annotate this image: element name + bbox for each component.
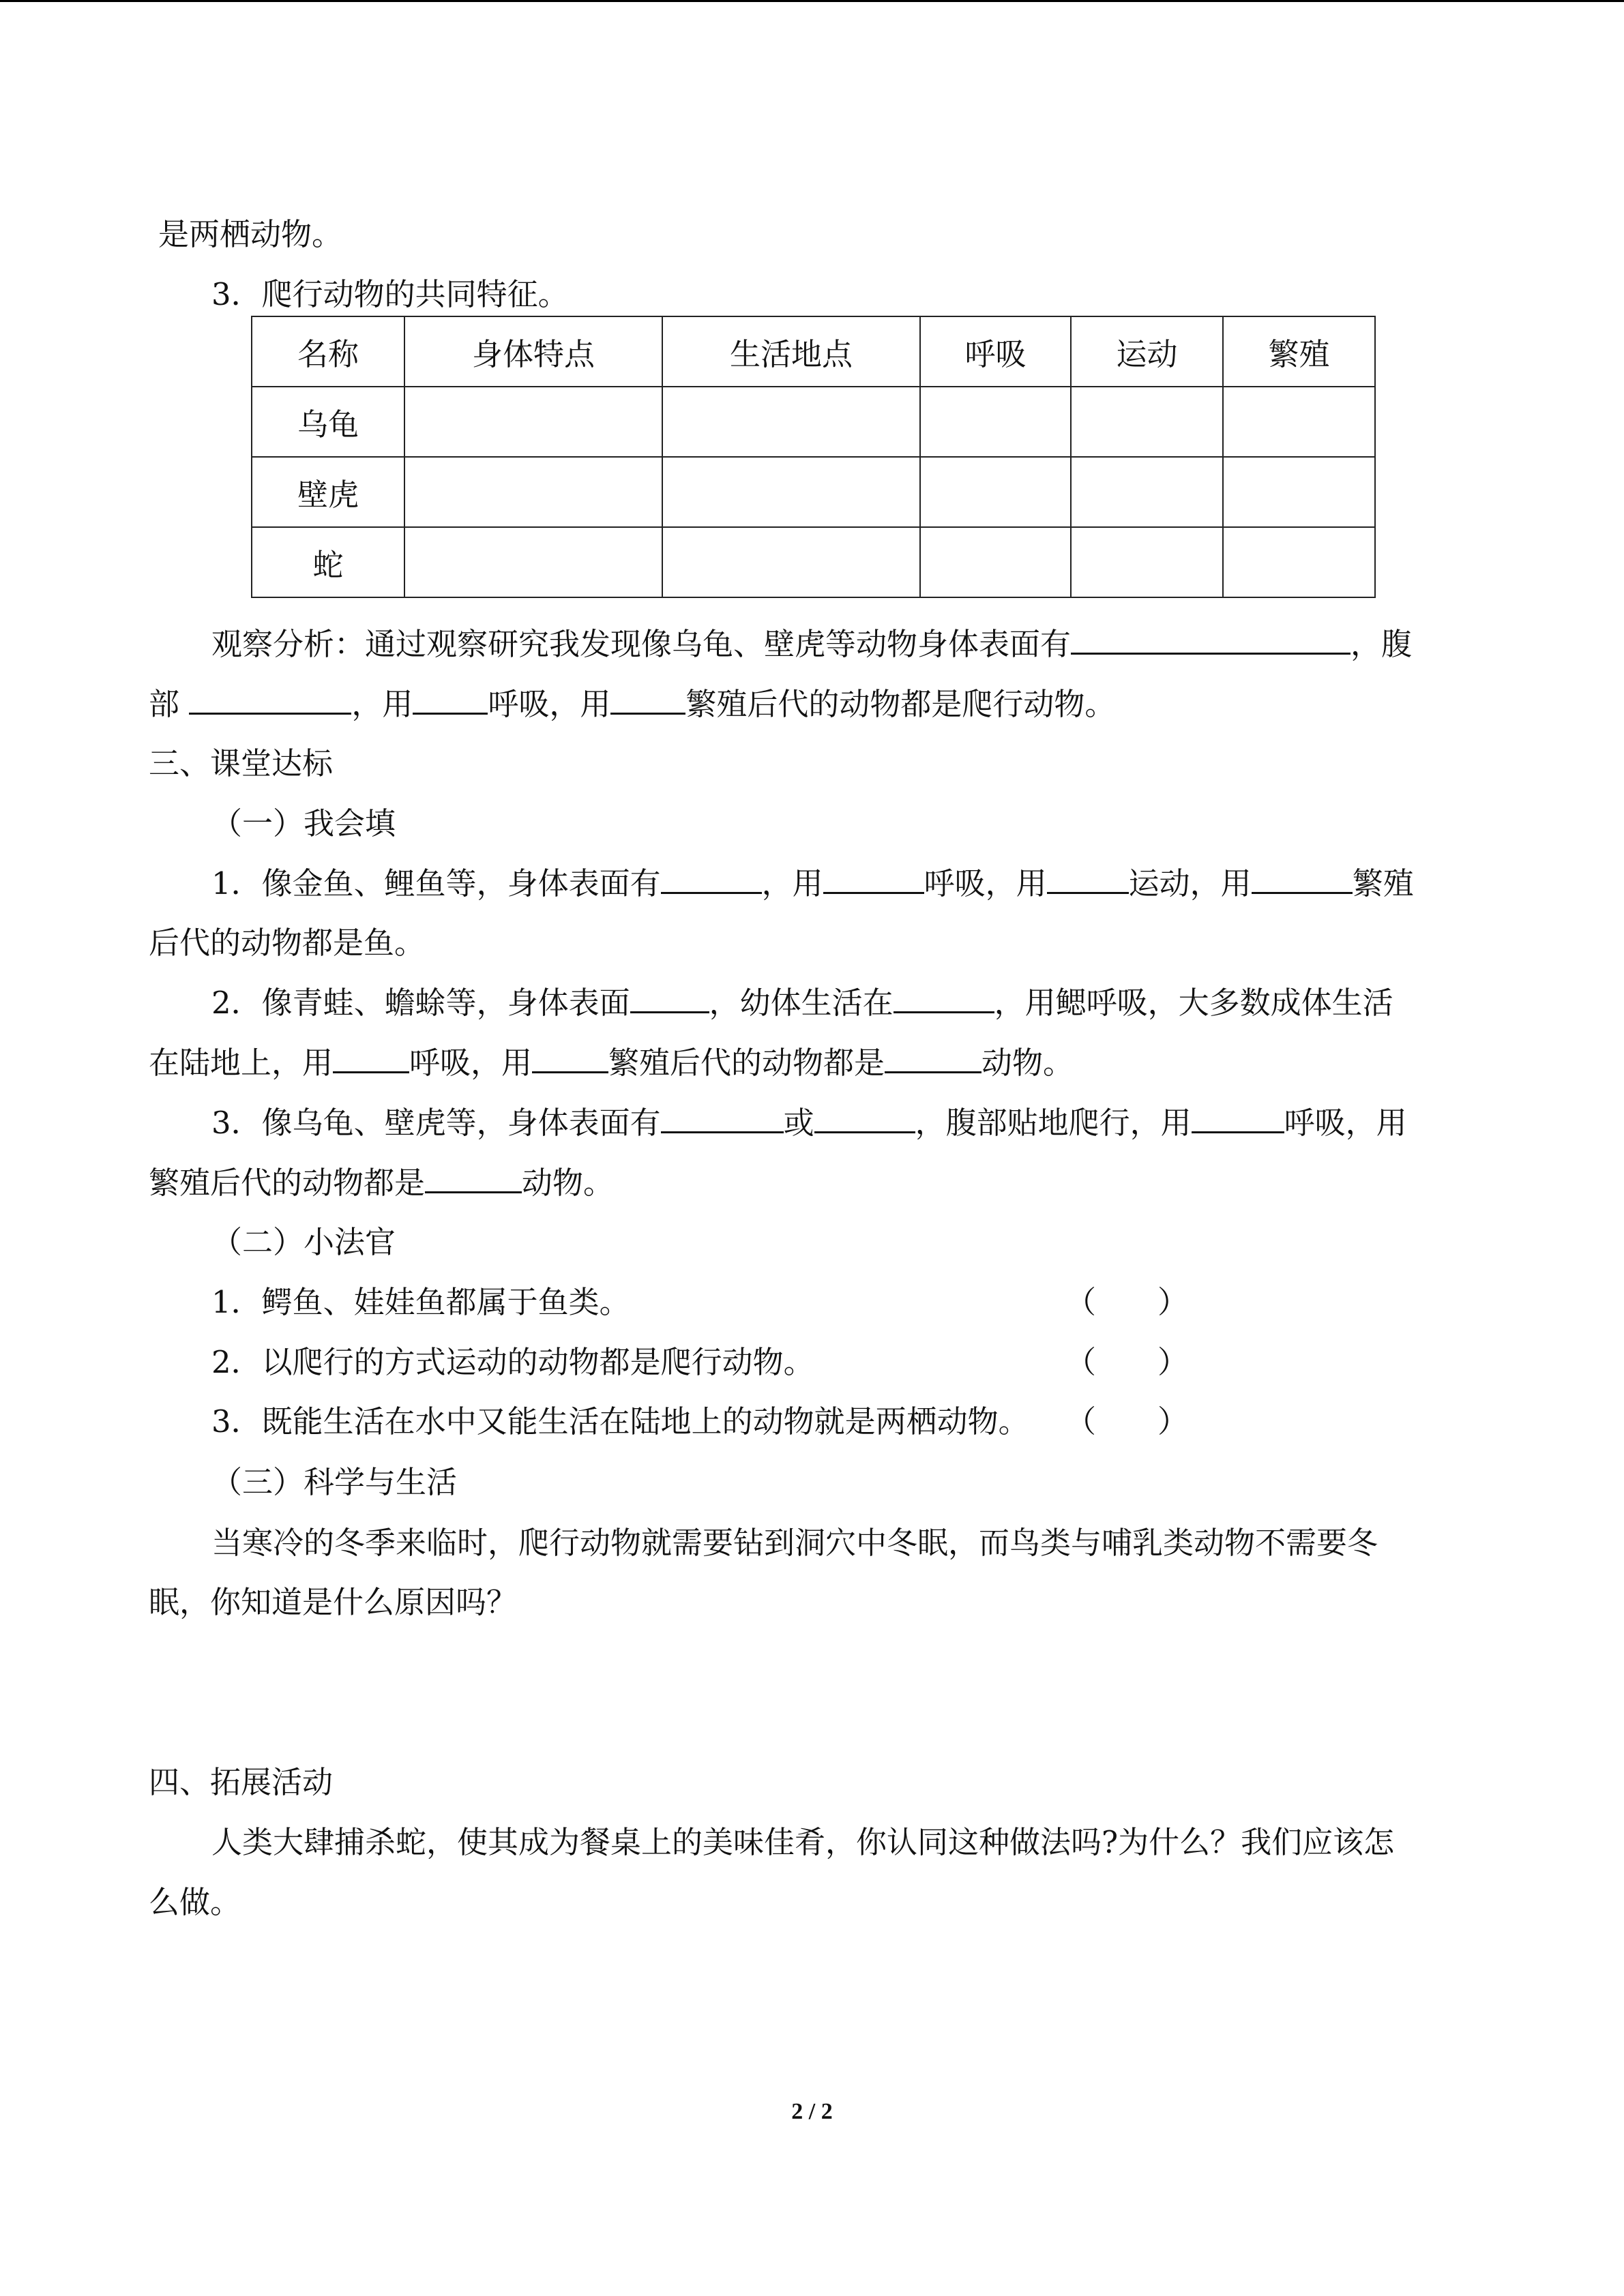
judge-answer-2[interactable]: （ ）	[1065, 1344, 1189, 1380]
subsection-judge-heading: （二）小法官	[211, 1224, 396, 1260]
blank-reproduce-method[interactable]	[610, 684, 685, 715]
fill-1-blank-surface[interactable]	[661, 863, 762, 894]
header-movement: 运动	[1071, 316, 1223, 387]
table-cell[interactable]	[1071, 527, 1223, 597]
section-3-heading: 三、课堂达标	[149, 745, 334, 781]
fill-2-blank-larva-habitat[interactable]	[894, 983, 994, 1013]
table-row	[252, 527, 1375, 597]
fill-2-line-1: 2．像青蛙、蟾蜍等，身体表面 ，幼体生活在 ，用鳃呼吸，大多数成体生活	[211, 983, 1393, 1024]
fill-1-blank-move[interactable]	[1047, 863, 1129, 894]
fill-3-blank-surface-b[interactable]	[814, 1103, 915, 1133]
blank-body-surface[interactable]	[1071, 624, 1350, 655]
judge-answer-3[interactable]: （ ）	[1065, 1403, 1189, 1440]
table-cell[interactable]	[1223, 387, 1375, 457]
continuation-text: 是两栖动物。	[158, 216, 343, 252]
table-cell[interactable]	[920, 527, 1071, 597]
fill-2-line-2: 在陆地上，用 呼吸，用 繁殖后代的动物都是 动物。	[149, 1043, 1074, 1084]
fill-1-blank-reproduce[interactable]	[1252, 863, 1353, 894]
table-cell[interactable]	[1071, 457, 1223, 527]
header-reproduction: 繁殖	[1223, 316, 1375, 387]
table-cell[interactable]	[662, 527, 920, 597]
table-cell[interactable]	[404, 387, 662, 457]
fill-1-line-1: 1．像金鱼、鲤鱼等，身体表面有 ，用 呼吸，用 运动，用 繁殖	[211, 863, 1414, 904]
fill-2-blank-reproduce[interactable]	[532, 1043, 608, 1073]
fill-1-blank-breathe[interactable]	[823, 863, 924, 894]
life-question-line-1: 当寒冷的冬季来临时，爬行动物就需要钻到洞穴中冬眠，而鸟类与哺乳类动物不需要冬	[211, 1525, 1378, 1561]
fill-1-line-2: 后代的动物都是鱼。	[149, 925, 426, 961]
page-top-border	[0, 0, 1624, 2]
fill-3-line-1: 3．像乌龟、壁虎等，身体表面有 或 ，腹部贴地爬行，用 呼吸，用	[211, 1103, 1407, 1144]
fill-3-blank-breathe[interactable]	[1192, 1103, 1284, 1133]
row-label-snake: 蛇	[252, 527, 404, 597]
fill-3-line-2: 繁殖后代的动物都是 动物。	[149, 1163, 614, 1204]
blank-breathe-organ[interactable]	[413, 684, 488, 715]
judge-question-3: 3．既能生活在水中又能生活在陆地上的动物就是两栖动物。	[211, 1403, 1029, 1440]
blank-abdomen[interactable]	[189, 684, 351, 715]
judge-question-1: 1．鳄鱼、娃娃鱼都属于鱼类。	[211, 1284, 630, 1320]
table-row	[252, 387, 1375, 457]
fill-2-blank-surface[interactable]	[630, 983, 709, 1013]
table-row	[252, 457, 1375, 527]
page-number: 2 / 2	[791, 2099, 833, 2124]
table-cell[interactable]	[404, 457, 662, 527]
table-cell[interactable]	[404, 527, 662, 597]
row-label-gecko: 壁虎	[252, 457, 404, 527]
table-cell[interactable]	[1071, 387, 1223, 457]
reptile-heading: 3．爬行动物的共同特征。	[211, 276, 569, 312]
table-cell[interactable]	[920, 387, 1071, 457]
fill-3-blank-animal-type[interactable]	[425, 1163, 522, 1193]
fill-2-blank-animal-type[interactable]	[885, 1043, 981, 1073]
header-habitat: 生活地点	[662, 316, 920, 387]
table-cell[interactable]	[920, 457, 1071, 527]
subsection-life-heading: （三）科学与生活	[211, 1464, 458, 1500]
extend-question-line-2: 么做。	[149, 1884, 241, 1920]
table-cell[interactable]	[1223, 457, 1375, 527]
table-header-row	[252, 316, 1375, 387]
extend-question-line-1: 人类大肆捕杀蛇，使其成为餐桌上的美味佳肴，你认同这种做法吗?为什么？我们应该怎	[211, 1824, 1395, 1860]
judge-question-2: 2．以爬行的方式运动的动物都是爬行动物。	[211, 1344, 814, 1380]
fill-3-blank-surface-a[interactable]	[661, 1103, 784, 1133]
header-breathing: 呼吸	[920, 316, 1071, 387]
analysis-line-2: 部 ，用 呼吸，用 繁殖后代的动物都是爬行动物。	[149, 684, 1115, 725]
table-cell[interactable]	[1223, 527, 1375, 597]
reptile-table	[251, 316, 1376, 598]
fill-2-blank-breathe[interactable]	[333, 1043, 409, 1073]
judge-answer-1[interactable]: （ ）	[1065, 1284, 1189, 1320]
section-4-heading: 四、拓展活动	[149, 1764, 334, 1800]
row-label-turtle: 乌龟	[252, 387, 404, 457]
header-name: 名称	[252, 316, 404, 387]
table-cell[interactable]	[662, 387, 920, 457]
header-body-features: 身体特点	[404, 316, 662, 387]
life-question-line-2: 眠，你知道是什么原因吗？	[149, 1584, 518, 1620]
subsection-fill-heading: （一）我会填	[211, 805, 396, 841]
analysis-line-1: 观察分析：通过观察研究我发现像乌龟、壁虎等动物身体表面有 ，腹	[211, 624, 1412, 665]
table-cell[interactable]	[662, 457, 920, 527]
